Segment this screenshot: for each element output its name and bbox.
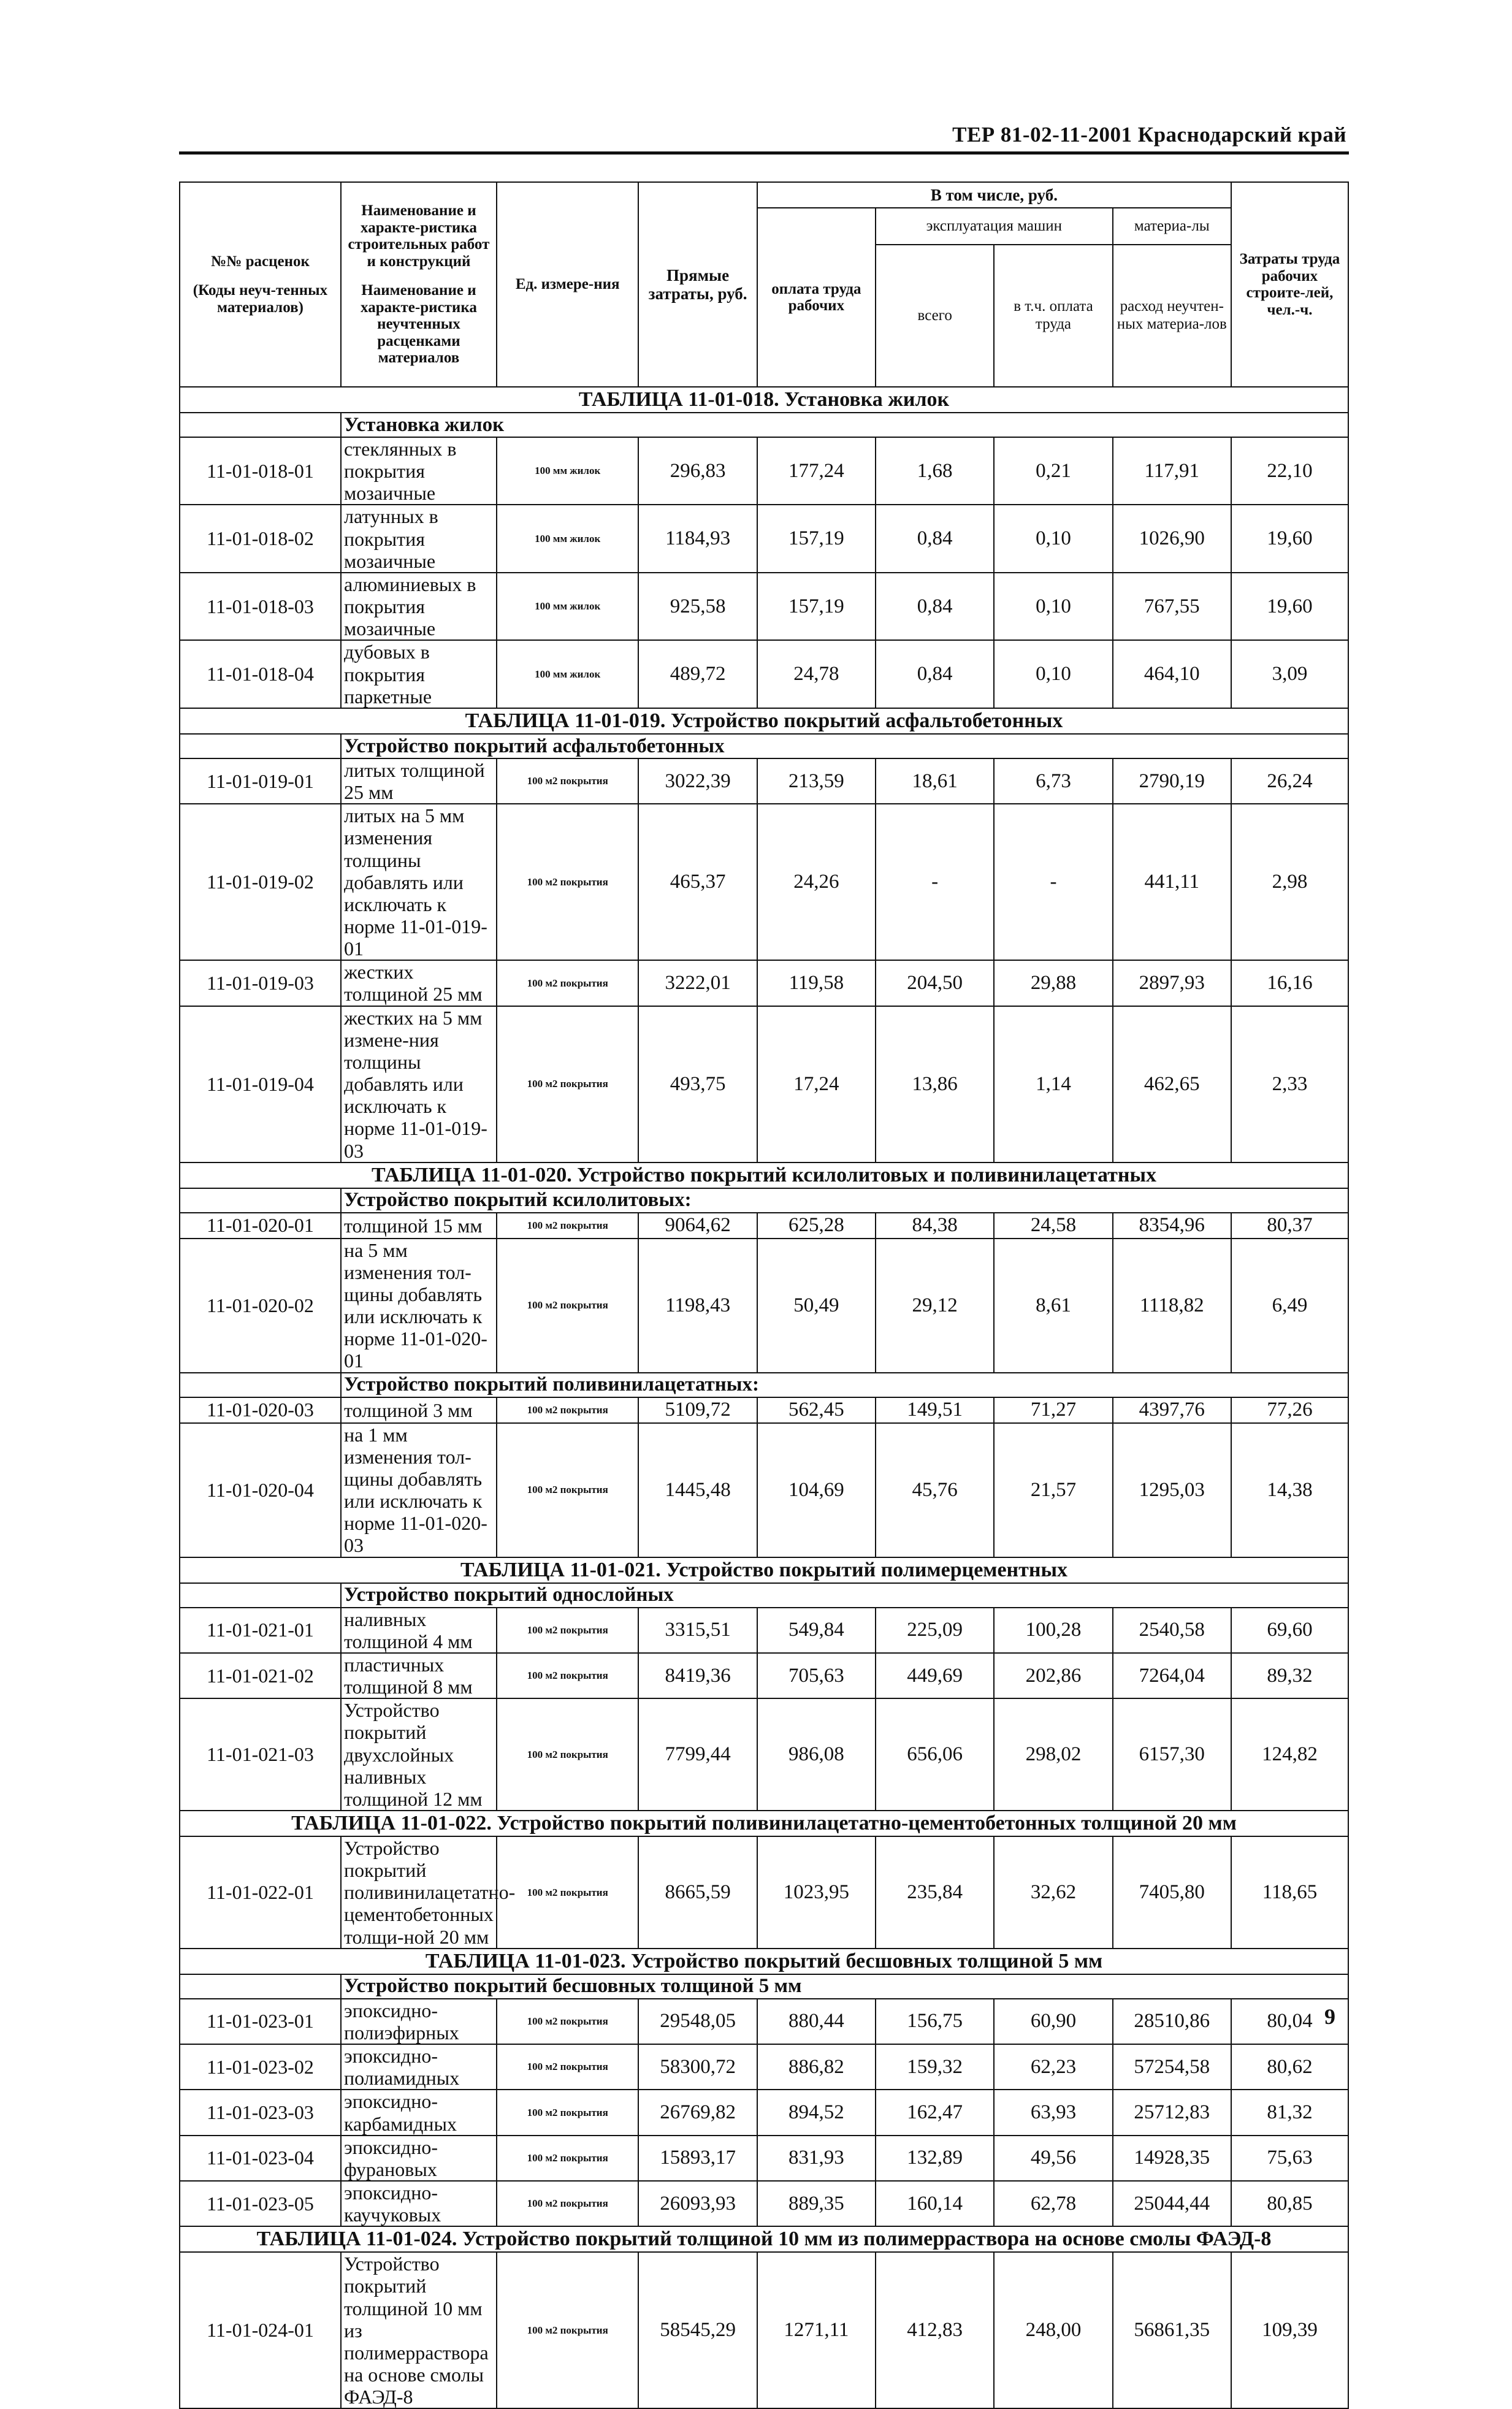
- labor-hours: 109,39: [1231, 2252, 1348, 2408]
- header-unit: Ед. измере-ния: [497, 182, 639, 387]
- labor-pay: 986,08: [757, 1698, 876, 1811]
- rate-code: 11-01-022-01: [180, 1836, 341, 1949]
- direct-costs: 58300,72: [638, 2044, 757, 2090]
- materials: 7264,04: [1113, 1653, 1231, 1698]
- header-direct-costs: Прямые затраты, руб.: [638, 182, 757, 387]
- unit-of-measure: 100 мм жилок: [497, 640, 639, 708]
- header-machines: эксплуатация машин: [876, 208, 1113, 245]
- materials: 2790,19: [1113, 758, 1231, 804]
- header-name: Наименование и характе-ристика строительных работ и конструкций Наименование и характе-ристика неучтенных расценками материалов: [341, 182, 497, 387]
- table-title: ТАБЛИЦА 11-01-024. Устройство покрытий толщиной 10 мм из полимерраствора на основе смолы ФАЭД-8: [180, 2226, 1348, 2252]
- unit-of-measure: 100 м2 покрытия: [497, 1653, 639, 1698]
- direct-costs: 465,37: [638, 804, 757, 960]
- materials: 56861,35: [1113, 2252, 1231, 2408]
- document-title: ТЕР 81-02-11-2001 Краснодарский край: [952, 123, 1346, 147]
- rate-code: 11-01-023-05: [180, 2181, 341, 2226]
- section-label: Устройство покрытий бесшовных толщиной 5 мм: [341, 1974, 1348, 1999]
- rate-code: 11-01-023-01: [180, 1999, 341, 2044]
- table-row: [180, 1836, 1348, 1949]
- materials: 6157,30: [1113, 1698, 1231, 1811]
- work-name: на 5 мм изменения тол-щины добавлять или исключать к норме 11-01-020-01: [341, 1239, 497, 1373]
- table-title-row: [180, 2226, 1348, 2252]
- labor-hours: 80,04: [1231, 1999, 1348, 2044]
- rate-code: 11-01-019-01: [180, 758, 341, 804]
- table-title: ТАБЛИЦА 11-01-019. Устройство покрытий асфальтобетонных: [180, 708, 1348, 734]
- table-row: [180, 804, 1348, 960]
- machines-total: 656,06: [876, 1698, 994, 1811]
- section-label: Устройство покрытий однослойных: [341, 1583, 1348, 1608]
- table-row: [180, 1239, 1348, 1373]
- machines-total: 132,89: [876, 2136, 994, 2181]
- materials: 1026,90: [1113, 505, 1231, 572]
- labor-hours: 89,32: [1231, 1653, 1348, 1698]
- unit-of-measure: 100 м2 покрытия: [497, 1239, 639, 1373]
- table-row: [180, 505, 1348, 572]
- section-row: [180, 1188, 1348, 1213]
- unit-of-measure: 100 м2 покрытия: [497, 1397, 639, 1423]
- labor-hours: 80,62: [1231, 2044, 1348, 2090]
- section-spacer: [180, 734, 341, 758]
- labor-pay: 1271,11: [757, 2252, 876, 2408]
- labor-hours: 69,60: [1231, 1608, 1348, 1653]
- table-row: [180, 1213, 1348, 1239]
- labor-pay: 50,49: [757, 1239, 876, 1373]
- machines-labor: 202,86: [994, 1653, 1112, 1698]
- direct-costs: 493,75: [638, 1006, 757, 1163]
- work-name: пластичных толщиной 8 мм: [341, 1653, 497, 1698]
- work-name: эпоксидно-полиэфирных: [341, 1999, 497, 2044]
- machines-total: 18,61: [876, 758, 994, 804]
- rate-code: 11-01-019-04: [180, 1006, 341, 1163]
- rate-code: 11-01-018-01: [180, 437, 341, 505]
- machines-labor: 63,93: [994, 2090, 1112, 2135]
- work-name: Устройство покрытий поливинилацетатно-цементобетонных толщи-ной 20 мм: [341, 1836, 497, 1949]
- rate-code: 11-01-021-01: [180, 1608, 341, 1653]
- work-name: эпоксидно-полиамидных: [341, 2044, 497, 2090]
- section-spacer: [180, 1373, 341, 1397]
- machines-total: 225,09: [876, 1608, 994, 1653]
- unit-of-measure: 100 м2 покрытия: [497, 2252, 639, 2408]
- header-machines-labor: в т.ч. оплата труда: [994, 245, 1112, 387]
- direct-costs: 26093,93: [638, 2181, 757, 2226]
- section-row: [180, 1583, 1348, 1608]
- labor-pay: 17,24: [757, 1006, 876, 1163]
- labor-hours: 22,10: [1231, 437, 1348, 505]
- header-rule: [179, 151, 1349, 155]
- direct-costs: 8665,59: [638, 1836, 757, 1949]
- labor-hours: 118,65: [1231, 1836, 1348, 1949]
- materials: 2897,93: [1113, 960, 1231, 1006]
- machines-labor: 62,78: [994, 2181, 1112, 2226]
- table-title-row: [180, 1949, 1348, 1974]
- direct-costs: 58545,29: [638, 2252, 757, 2408]
- table-row: [180, 2136, 1348, 2181]
- section-spacer: [180, 413, 341, 437]
- section-label: Устройство покрытий ксилолитовых:: [341, 1188, 1348, 1213]
- unit-of-measure: 100 м2 покрытия: [497, 2044, 639, 2090]
- machines-labor: 248,00: [994, 2252, 1112, 2408]
- work-name: эпоксидно-каучуковых: [341, 2181, 497, 2226]
- materials: 25044,44: [1113, 2181, 1231, 2226]
- labor-pay: 705,63: [757, 1653, 876, 1698]
- work-name: на 1 мм изменения тол-щины добавлять или исключать к норме 11-01-020-03: [341, 1423, 497, 1557]
- table-row: [180, 1999, 1348, 2044]
- direct-costs: 8419,36: [638, 1653, 757, 1698]
- machines-labor: 8,61: [994, 1239, 1112, 1373]
- labor-pay: 24,26: [757, 804, 876, 960]
- page-number: 9: [1324, 2004, 1335, 2029]
- rate-code: 11-01-018-02: [180, 505, 341, 572]
- machines-total: -: [876, 804, 994, 960]
- machines-total: 149,51: [876, 1397, 994, 1423]
- work-name: эпоксидно-фурановых: [341, 2136, 497, 2181]
- work-name: Устройство покрытий толщиной 10 мм из полимерраствора на основе смолы ФАЭД-8: [341, 2252, 497, 2408]
- rate-code: 11-01-021-02: [180, 1653, 341, 1698]
- labor-hours: 16,16: [1231, 960, 1348, 1006]
- materials: 441,11: [1113, 804, 1231, 960]
- direct-costs: 29548,05: [638, 1999, 757, 2044]
- work-name: латунных в покрытия мозаичные: [341, 505, 497, 572]
- machines-total: 204,50: [876, 960, 994, 1006]
- unit-of-measure: 100 м2 покрытия: [497, 1608, 639, 1653]
- direct-costs: 3315,51: [638, 1608, 757, 1653]
- labor-hours: 81,32: [1231, 2090, 1348, 2135]
- machines-total: 159,32: [876, 2044, 994, 2090]
- table-row: [180, 758, 1348, 804]
- header-materials-unaccounted: расход неучтен-ных материа-лов: [1113, 245, 1231, 387]
- labor-pay: 24,78: [757, 640, 876, 708]
- labor-hours: 14,38: [1231, 1423, 1348, 1557]
- table-row: [180, 2252, 1348, 2408]
- table-row: [180, 2181, 1348, 2226]
- rate-code: 11-01-019-02: [180, 804, 341, 960]
- work-name: толщиной 3 мм: [341, 1397, 497, 1423]
- header-machines-total: всего: [876, 245, 994, 387]
- machines-labor: 100,28: [994, 1608, 1112, 1653]
- section-label: Устройство покрытий поливинилацетатных:: [341, 1373, 1348, 1397]
- rate-code: 11-01-024-01: [180, 2252, 341, 2408]
- section-spacer: [180, 1974, 341, 1999]
- machines-total: 0,84: [876, 573, 994, 640]
- labor-hours: 80,85: [1231, 2181, 1348, 2226]
- header-labor-cost: Затраты труда рабочих строите-лей, чел.-ч.: [1231, 182, 1348, 387]
- header-code: №№ расценок (Коды неуч-тенных материалов): [180, 182, 341, 387]
- materials: 1295,03: [1113, 1423, 1231, 1557]
- rate-code: 11-01-018-03: [180, 573, 341, 640]
- page-header: [179, 120, 1349, 155]
- materials: 464,10: [1113, 640, 1231, 708]
- header-materials: материа-лы: [1113, 208, 1231, 245]
- work-name: жестких на 5 мм измене-ния толщины добавлять или исключать к норме 11-01-019-03: [341, 1006, 497, 1163]
- labor-hours: 124,82: [1231, 1698, 1348, 1811]
- direct-costs: 1445,48: [638, 1423, 757, 1557]
- labor-pay: 886,82: [757, 2044, 876, 2090]
- direct-costs: 3022,39: [638, 758, 757, 804]
- labor-pay: 1023,95: [757, 1836, 876, 1949]
- table-row: [180, 2090, 1348, 2135]
- rate-code: 11-01-020-04: [180, 1423, 341, 1557]
- machines-total: 160,14: [876, 2181, 994, 2226]
- labor-hours: 77,26: [1231, 1397, 1348, 1423]
- table-row: [180, 1698, 1348, 1811]
- machines-labor: 62,23: [994, 2044, 1112, 2090]
- unit-of-measure: 100 м2 покрытия: [497, 2181, 639, 2226]
- materials: 117,91: [1113, 437, 1231, 505]
- labor-hours: 2,98: [1231, 804, 1348, 960]
- work-name: литых на 5 мм изменения толщины добавлять или исключать к норме 11-01-019-01: [341, 804, 497, 960]
- machines-total: 449,69: [876, 1653, 994, 1698]
- materials: 7405,80: [1113, 1836, 1231, 1949]
- labor-hours: 80,37: [1231, 1213, 1348, 1239]
- direct-costs: 15893,17: [638, 2136, 757, 2181]
- work-name: стеклянных в покрытия мозаичные: [341, 437, 497, 505]
- header-labor-pay: оплата труда рабочих: [757, 208, 876, 387]
- work-name: дубовых в покрытия паркетные: [341, 640, 497, 708]
- table-title-row: [180, 387, 1348, 413]
- labor-pay: 562,45: [757, 1397, 876, 1423]
- machines-labor: 49,56: [994, 2136, 1112, 2181]
- table-header: [180, 182, 1348, 387]
- machines-labor: 6,73: [994, 758, 1112, 804]
- table-row: [180, 1423, 1348, 1557]
- direct-costs: 3222,01: [638, 960, 757, 1006]
- labor-hours: 19,60: [1231, 505, 1348, 572]
- machines-labor: 0,10: [994, 640, 1112, 708]
- table-title: ТАБЛИЦА 11-01-018. Установка жилок: [180, 387, 1348, 413]
- work-name: алюминиевых в покрытия мозаичные: [341, 573, 497, 640]
- table-title: ТАБЛИЦА 11-01-022. Устройство покрытий поливинилацетатно-цементобетонных толщиной 20 мм: [180, 1811, 1348, 1836]
- machines-labor: 0,21: [994, 437, 1112, 505]
- direct-costs: 296,83: [638, 437, 757, 505]
- machines-labor: 60,90: [994, 1999, 1112, 2044]
- table-title-row: [180, 1557, 1348, 1583]
- labor-pay: 213,59: [757, 758, 876, 804]
- work-name: Устройство покрытий двухслойных наливных толщиной 12 мм: [341, 1698, 497, 1811]
- work-name: жестких толщиной 25 мм: [341, 960, 497, 1006]
- section-row: [180, 1373, 1348, 1397]
- direct-costs: 26769,82: [638, 2090, 757, 2135]
- table-row: [180, 2044, 1348, 2090]
- materials: 8354,96: [1113, 1213, 1231, 1239]
- rate-code: 11-01-021-03: [180, 1698, 341, 1811]
- unit-of-measure: 100 м2 покрытия: [497, 1213, 639, 1239]
- labor-pay: 831,93: [757, 2136, 876, 2181]
- labor-pay: 880,44: [757, 1999, 876, 2044]
- machines-labor: 0,10: [994, 505, 1112, 572]
- materials: 1118,82: [1113, 1239, 1231, 1373]
- unit-of-measure: 100 м2 покрытия: [497, 804, 639, 960]
- unit-of-measure: 100 м2 покрытия: [497, 1698, 639, 1811]
- unit-of-measure: 100 м2 покрытия: [497, 1999, 639, 2044]
- section-label: Установка жилок: [341, 413, 1348, 437]
- table-row: [180, 1608, 1348, 1653]
- labor-pay: 177,24: [757, 437, 876, 505]
- direct-costs: 489,72: [638, 640, 757, 708]
- table-body: [180, 387, 1348, 2408]
- work-name: эпоксидно-карбамидных: [341, 2090, 497, 2135]
- rate-code: 11-01-020-02: [180, 1239, 341, 1373]
- table-row: [180, 573, 1348, 640]
- machines-total: 1,68: [876, 437, 994, 505]
- materials: 57254,58: [1113, 2044, 1231, 2090]
- materials: 462,65: [1113, 1006, 1231, 1163]
- unit-of-measure: 100 мм жилок: [497, 573, 639, 640]
- machines-labor: 29,88: [994, 960, 1112, 1006]
- direct-costs: 7799,44: [638, 1698, 757, 1811]
- direct-costs: 925,58: [638, 573, 757, 640]
- machines-total: 156,75: [876, 1999, 994, 2044]
- table-row: [180, 1006, 1348, 1163]
- unit-of-measure: 100 м2 покрытия: [497, 1423, 639, 1557]
- work-name: наливных толщиной 4 мм: [341, 1608, 497, 1653]
- table-title: ТАБЛИЦА 11-01-023. Устройство покрытий бесшовных толщиной 5 мм: [180, 1949, 1348, 1974]
- labor-pay: 157,19: [757, 505, 876, 572]
- materials: 4397,76: [1113, 1397, 1231, 1423]
- machines-labor: 0,10: [994, 573, 1112, 640]
- table-title-row: [180, 1163, 1348, 1188]
- work-name: литых толщиной 25 мм: [341, 758, 497, 804]
- table-title-row: [180, 1811, 1348, 1836]
- direct-costs: 1198,43: [638, 1239, 757, 1373]
- labor-hours: 26,24: [1231, 758, 1348, 804]
- unit-of-measure: 100 м2 покрытия: [497, 960, 639, 1006]
- table-row: [180, 1653, 1348, 1698]
- machines-labor: 298,02: [994, 1698, 1112, 1811]
- section-row: [180, 413, 1348, 437]
- materials: 28510,86: [1113, 1999, 1231, 2044]
- unit-of-measure: 100 мм жилок: [497, 437, 639, 505]
- labor-pay: 549,84: [757, 1608, 876, 1653]
- machines-total: 45,76: [876, 1423, 994, 1557]
- section-spacer: [180, 1583, 341, 1608]
- table-row: [180, 960, 1348, 1006]
- labor-hours: 75,63: [1231, 2136, 1348, 2181]
- labor-hours: 19,60: [1231, 573, 1348, 640]
- labor-pay: 625,28: [757, 1213, 876, 1239]
- table-row: [180, 640, 1348, 708]
- section-row: [180, 734, 1348, 758]
- materials: 2540,58: [1113, 1608, 1231, 1653]
- machines-total: 84,38: [876, 1213, 994, 1239]
- machines-labor: 1,14: [994, 1006, 1112, 1163]
- unit-of-measure: 100 м2 покрытия: [497, 758, 639, 804]
- machines-labor: 21,57: [994, 1423, 1112, 1557]
- unit-of-measure: 100 мм жилок: [497, 505, 639, 572]
- table-row: [180, 1397, 1348, 1423]
- labor-hours: 2,33: [1231, 1006, 1348, 1163]
- labor-pay: 889,35: [757, 2181, 876, 2226]
- rate-code: 11-01-020-03: [180, 1397, 341, 1423]
- table-title-row: [180, 708, 1348, 734]
- unit-of-measure: 100 м2 покрытия: [497, 1006, 639, 1163]
- rate-code: 11-01-023-04: [180, 2136, 341, 2181]
- materials: 767,55: [1113, 573, 1231, 640]
- machines-total: 29,12: [876, 1239, 994, 1373]
- machines-labor: 71,27: [994, 1397, 1112, 1423]
- labor-hours: 3,09: [1231, 640, 1348, 708]
- price-table: [179, 181, 1349, 2409]
- section-row: [180, 1974, 1348, 1999]
- direct-costs: 9064,62: [638, 1213, 757, 1239]
- labor-pay: 894,52: [757, 2090, 876, 2135]
- header-including: В том числе, руб.: [757, 182, 1231, 208]
- unit-of-measure: 100 м2 покрытия: [497, 2090, 639, 2135]
- direct-costs: 5109,72: [638, 1397, 757, 1423]
- machines-total: 412,83: [876, 2252, 994, 2408]
- direct-costs: 1184,93: [638, 505, 757, 572]
- machines-labor: -: [994, 804, 1112, 960]
- rate-code: 11-01-020-01: [180, 1213, 341, 1239]
- table-title: ТАБЛИЦА 11-01-021. Устройство покрытий полимерцементных: [180, 1557, 1348, 1583]
- rate-code: 11-01-018-04: [180, 640, 341, 708]
- labor-hours: 6,49: [1231, 1239, 1348, 1373]
- materials: 14928,35: [1113, 2136, 1231, 2181]
- table-title: ТАБЛИЦА 11-01-020. Устройство покрытий ксилолитовых и поливинилацетатных: [180, 1163, 1348, 1188]
- rate-code: 11-01-023-02: [180, 2044, 341, 2090]
- machines-total: 235,84: [876, 1836, 994, 1949]
- labor-pay: 157,19: [757, 573, 876, 640]
- labor-pay: 119,58: [757, 960, 876, 1006]
- unit-of-measure: 100 м2 покрытия: [497, 1836, 639, 1949]
- materials: 25712,83: [1113, 2090, 1231, 2135]
- machines-total: 0,84: [876, 640, 994, 708]
- table-row: [180, 437, 1348, 505]
- machines-labor: 24,58: [994, 1213, 1112, 1239]
- machines-total: 13,86: [876, 1006, 994, 1163]
- machines-labor: 32,62: [994, 1836, 1112, 1949]
- section-label: Устройство покрытий асфальтобетонных: [341, 734, 1348, 758]
- labor-pay: 104,69: [757, 1423, 876, 1557]
- section-spacer: [180, 1188, 341, 1213]
- work-name: толщиной 15 мм: [341, 1213, 497, 1239]
- rate-code: 11-01-023-03: [180, 2090, 341, 2135]
- unit-of-measure: 100 м2 покрытия: [497, 2136, 639, 2181]
- machines-total: 162,47: [876, 2090, 994, 2135]
- machines-total: 0,84: [876, 505, 994, 572]
- rate-code: 11-01-019-03: [180, 960, 341, 1006]
